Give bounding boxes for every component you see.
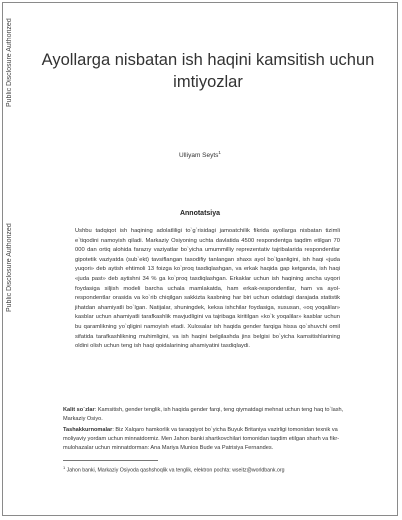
- acknowledgements-text: : Biz Xalqaro hamkorlik va taraqqiyot bo`yicha Buyuk Britaniya vazirligi tomonidan texnik va moliyaviy yordam uchun minnatdormiz. Men Jahon banki shartkovchilari tomonidan taqdim etilgan sharh va fikr-mulohazalar uchun minnatdorman: Ana Mariya Munios Bude va Patrisiya Fernandes.: [63, 427, 340, 451]
- paper-title: Ayollarga nisbatan ish haqini kamsitish uchun imtiyozlar: [41, 51, 375, 91]
- author-footnote-mark: 1: [218, 150, 221, 155]
- footnote-text: Jahon banki, Markaziy Osiyoda qashshoqlik va tenglik, elektron pochta: wseitz@worldbank.org: [65, 467, 285, 474]
- side-label-top: Public Disclosure Authorized: [6, 18, 13, 108]
- keywords-text: : Kamsitish, gender tenglik, ish haqida gender farqi, teng qiymatdagi mehnat uchun teng haq to`lash, Markaziy Osiyo.: [63, 407, 344, 422]
- author-name: Ulliyam Seyts: [179, 152, 219, 160]
- footnote-mark: 1: [63, 465, 66, 470]
- footnote: [63, 465, 363, 474]
- acknowledgements-paragraph: [63, 426, 353, 453]
- abstract-heading: Annotatsiya: [179, 210, 221, 217]
- keywords-label: Kalit so`zlar: [63, 407, 95, 413]
- keywords-paragraph: [63, 406, 353, 424]
- side-label-middle: Public Disclosure Authorized: [6, 223, 13, 313]
- keywords-block: [63, 406, 353, 455]
- footnote-divider: [63, 460, 158, 461]
- author-line: [3, 150, 397, 159]
- acknowledgements-label: Tashakkurnomalar: [63, 427, 113, 433]
- page: [2, 2, 398, 516]
- abstract-text: Ushbu tadqiqot ish haqining adolatliligi to`g`risidagi jamoatchilik fikrida ayollarga nisbatan tizimli e`tiqodini namoyish qiladi. Markaziy Osiyoning uchta davlatida 4500 respondentga taqdim etilgan 70 000 dan ortiq alohida farazıy vaziyatlar bo`yicha umummilliy reprezentativ tajribalarida respondentlar gipotetik vaziyatda (sub`ekt) tavsiflangan tasodifiy tanlangan shaxs ayol bo`lganligini, ish haqi «juda yuqori» deb aytish ehtimoli 13 foizga ko`proq tasdiqlashgan, va erkak haqida gap ketganda, ish haqi «juda past» deb aytishni 34 % ga ko`proq tasdiqlashgan. Erkaklar uchun ish haqining ancha uyqori foydasiga siljish modeli barcha uchala mamlakatda, ham erkak-respondentlar, ham va ayol- respondentlar orasida va ko`rib chiqilgan sakkizta kasbning har biri uchun odatdagi darajada statistik jihatdan ahamiyatli bo`lgan. Natijalar, shuningdek, keksa ishchilar foydasiga, xususan, «oq yoqalilar» kasblar uchun ahamiyatli tarafkashlik mavjudligini va tajribaga kiritilgan «ko`k yoqalilar» kasblar uchun bu qaramlikning yo`qligini namoyish etadi. Xulosalar ish haqida gender farqiga hissa qo`shuvchi omil sifatida tarafkashlikning muhimligini, va ish haqini belgilashda jins belgisi bo`yicha kamsitishlarining oldini olish uchun teng ish haqi qoidalarining ahamiyatini tasdiqlaydi.: [75, 228, 340, 350]
